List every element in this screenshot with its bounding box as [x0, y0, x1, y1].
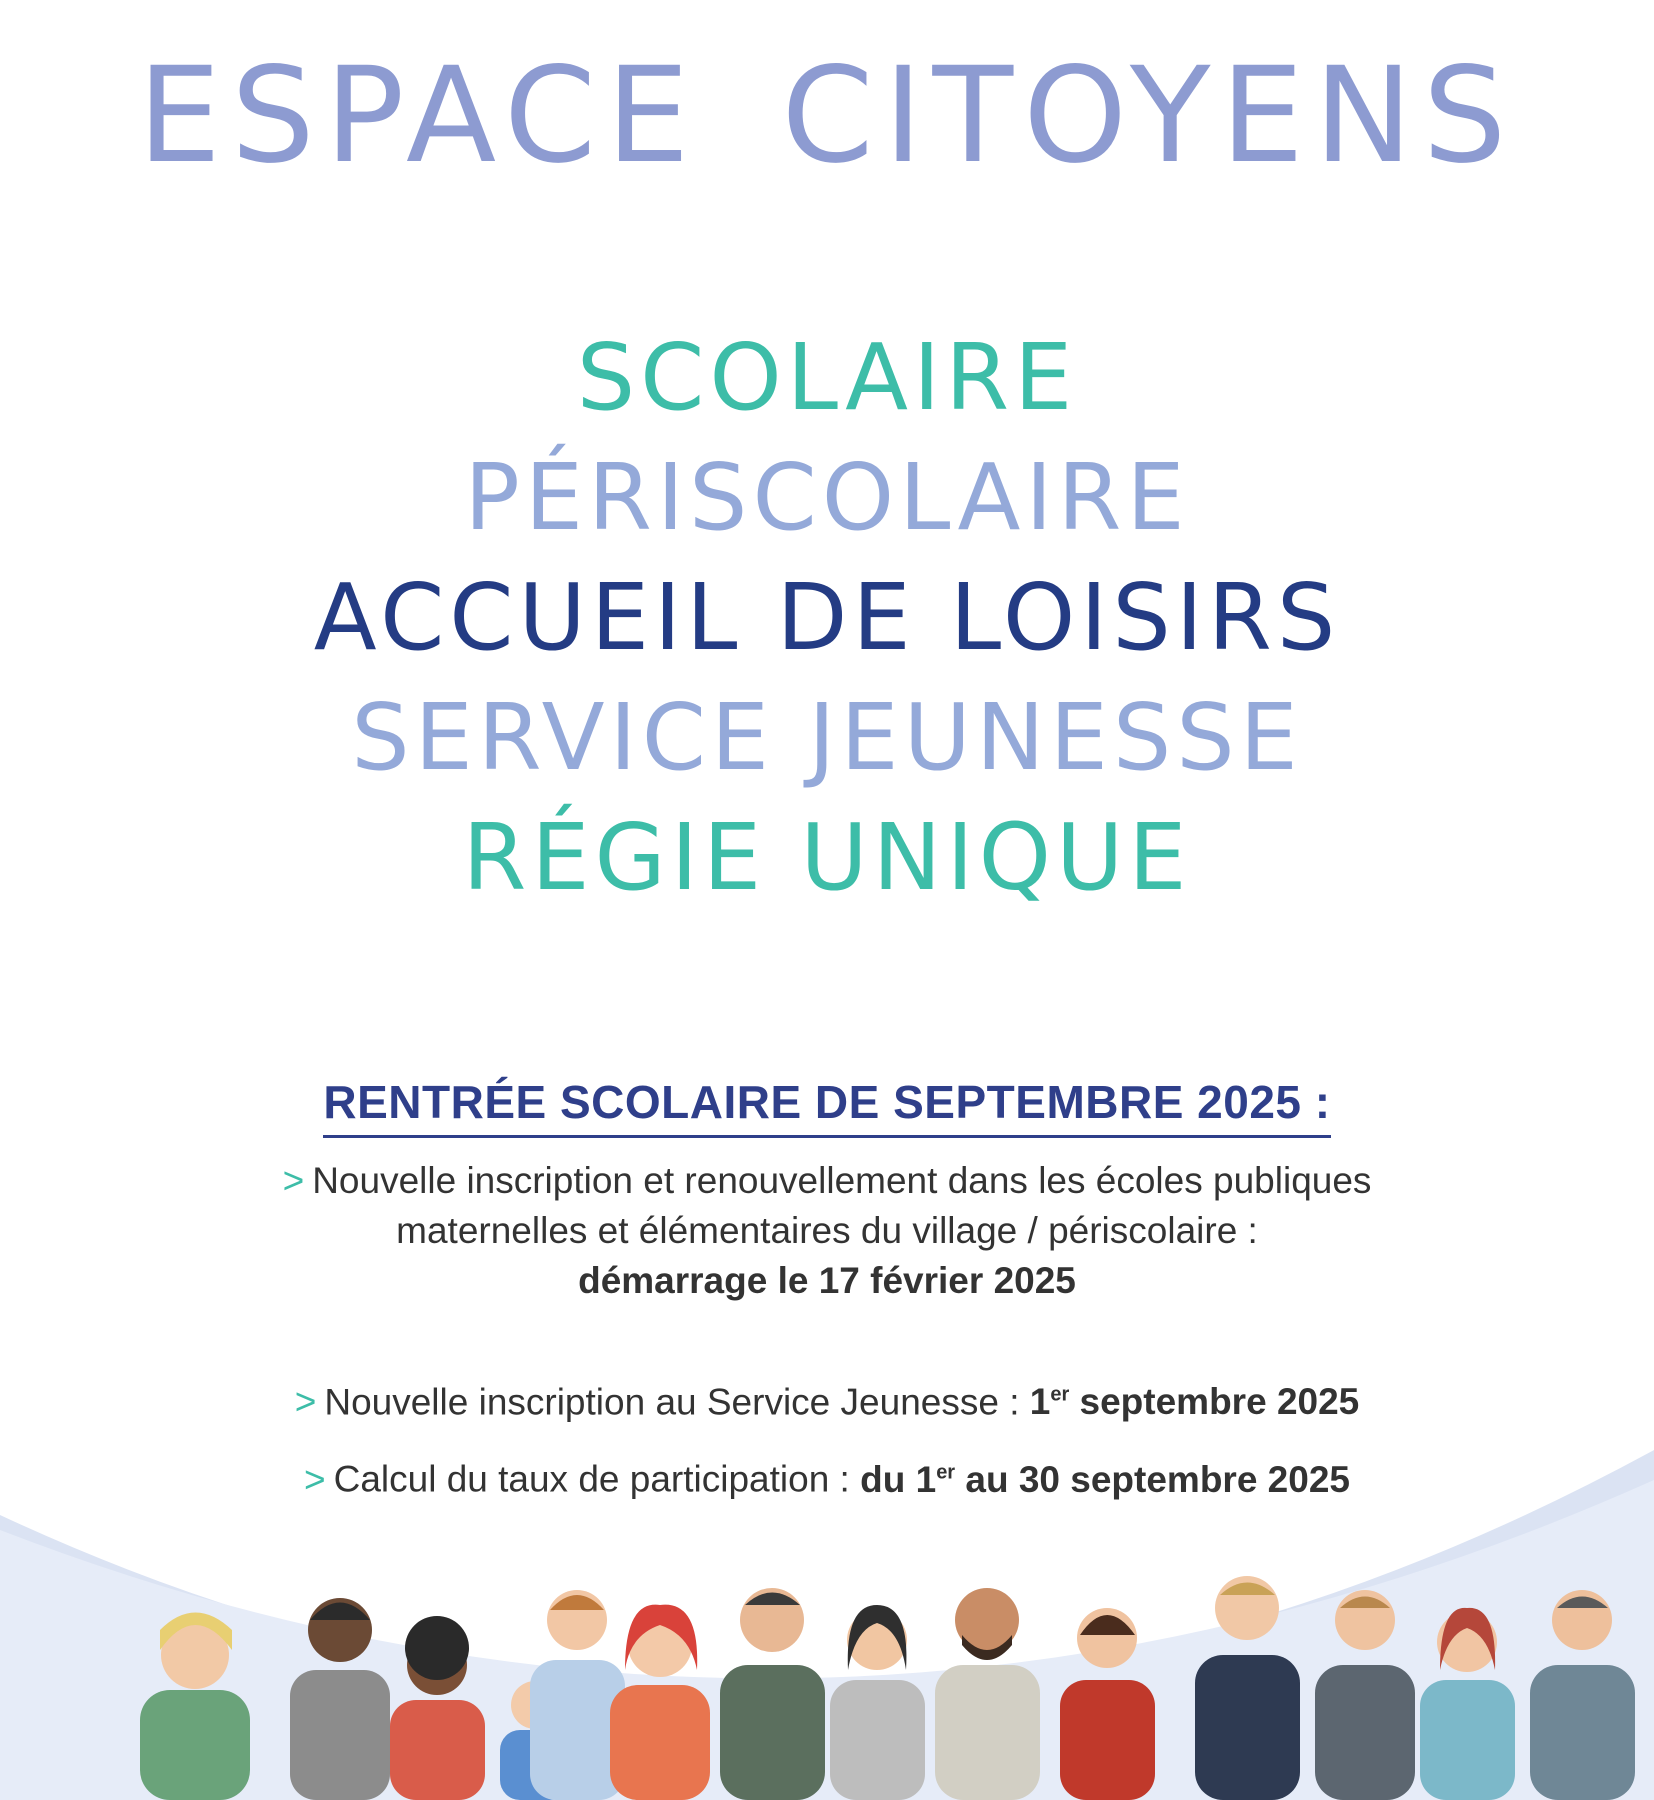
- person-illustration: [935, 1588, 1040, 1800]
- service-accueil-de-loisirs: ACCUEIL DE LOISIRS: [313, 564, 1341, 671]
- item3-date-rest: au 30 septembre 2025: [955, 1458, 1350, 1500]
- item1-date: démarrage le 17 février 2025: [578, 1260, 1076, 1301]
- item3-date-sup: er: [936, 1461, 956, 1484]
- chevron-right-icon: >: [294, 1381, 317, 1423]
- person-illustration: [1060, 1608, 1155, 1800]
- chevron-right-icon: >: [303, 1458, 326, 1500]
- person-illustration: [830, 1605, 925, 1800]
- section-heading: RENTRÉE SCOLAIRE DE SEPTEMBRE 2025 :: [323, 1075, 1330, 1138]
- service-regie-unique: RÉGIE UNIQUE: [462, 804, 1192, 911]
- item-inscription-ecoles: [0, 1156, 1654, 1306]
- item1-line1: Nouvelle inscription et renouvellement dans les écoles publiques: [312, 1160, 1372, 1201]
- chevron-right-icon: >: [282, 1160, 305, 1201]
- crowd-illustration: [0, 1380, 1654, 1800]
- item3-text: Calcul du taux de participation :: [333, 1458, 861, 1500]
- main-title: ESPACE CITOYENS: [137, 39, 1517, 193]
- person-illustration: [390, 1616, 485, 1800]
- service-periscolaire: PÉRISCOLAIRE: [464, 444, 1190, 551]
- service-scolaire: SCOLAIRE: [576, 324, 1078, 431]
- person-illustration: [720, 1588, 825, 1800]
- service-jeunesse: SERVICE JEUNESSE: [351, 684, 1303, 791]
- item1-line2: maternelles et élémentaires du village / périscolaire :: [396, 1210, 1258, 1251]
- item3-date-pre: du 1: [860, 1458, 937, 1500]
- person-illustration: [610, 1605, 710, 1800]
- item2-text: Nouvelle inscription au Service Jeunesse :: [324, 1381, 1030, 1423]
- item2-date-rest: septembre 2025: [1069, 1381, 1360, 1423]
- item2-date-sup: er: [1050, 1384, 1070, 1406]
- services-list: [0, 318, 1654, 918]
- item2-date-day: 1: [1029, 1381, 1051, 1423]
